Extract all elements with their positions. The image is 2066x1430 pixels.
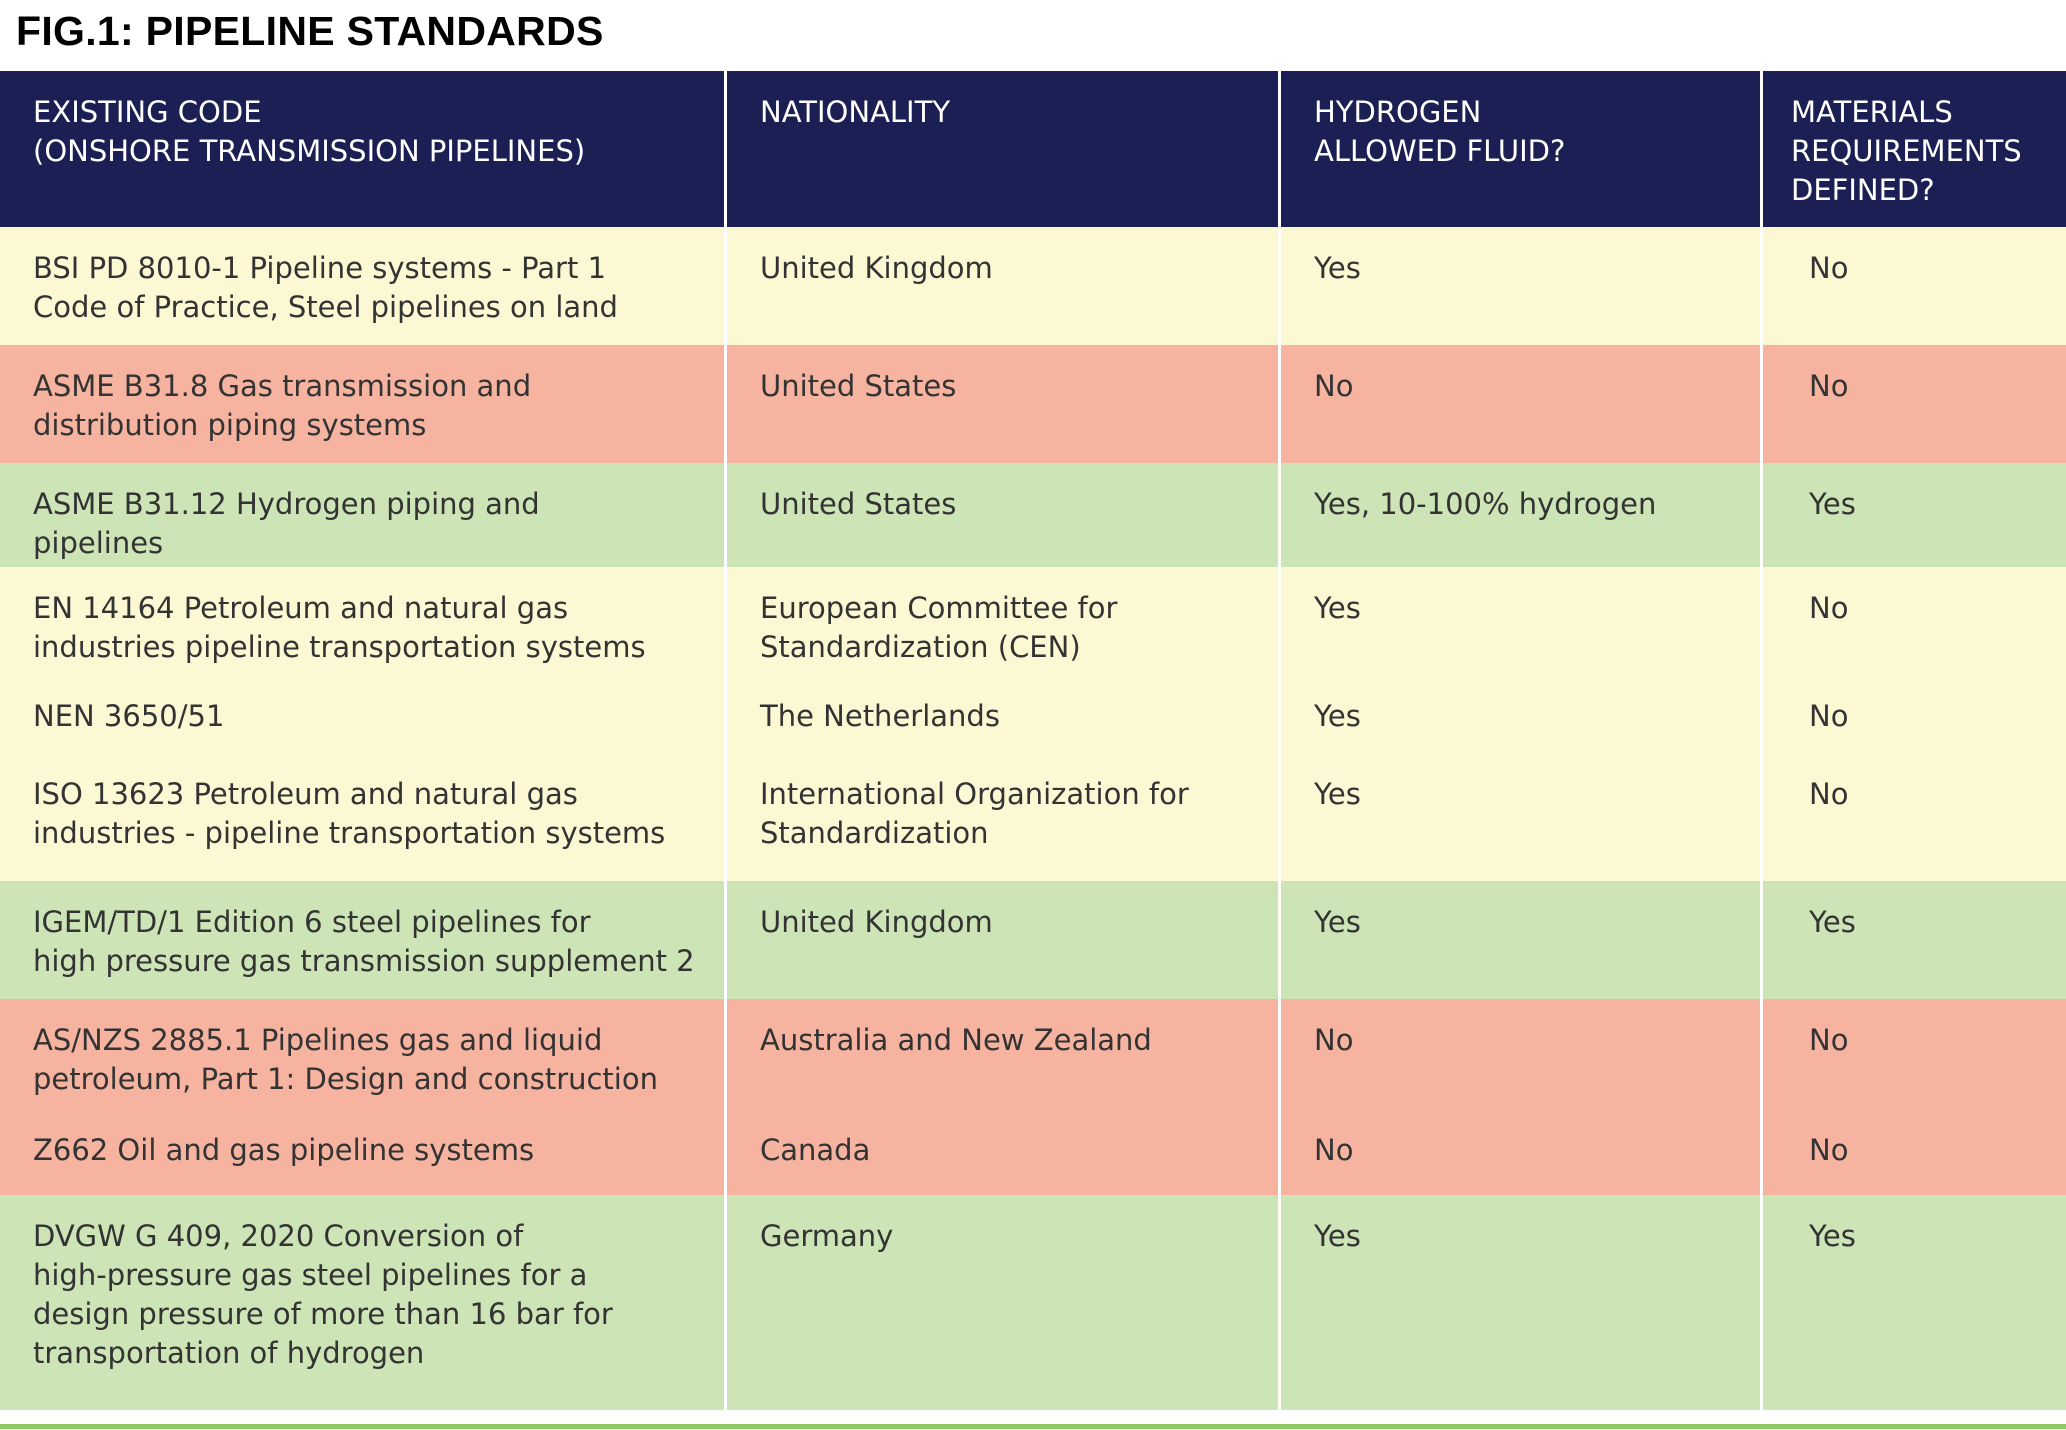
cell-code: ISO 13623 Petroleum and natural gas industries - pipeline transportation systems xyxy=(0,763,727,881)
cell-materials: No xyxy=(1809,777,1849,811)
cell-nationality: Australia and New Zealand xyxy=(727,999,1281,1117)
table-row xyxy=(0,1195,2066,1410)
cell-materials: Yes xyxy=(1809,1219,1856,1253)
cell-materials: No xyxy=(1809,1133,1849,1167)
cell-nationality: European Committee for Standardization (CEN) xyxy=(727,567,1281,685)
table-row xyxy=(0,685,2066,763)
cell-materials: No xyxy=(1809,251,1849,285)
table-row xyxy=(0,763,2066,881)
cell-code: Z662 Oil and gas pipeline systems xyxy=(0,1117,727,1195)
table-row xyxy=(0,227,2066,345)
cell-nationality: United Kingdom xyxy=(727,881,1281,999)
cell-hydrogen: No xyxy=(1281,999,1763,1117)
cell-code: ASME B31.8 Gas transmission and distribution piping systems xyxy=(0,345,727,463)
header-nationality: NATIONALITY xyxy=(727,71,1281,227)
header-existing-code: EXISTING CODE (ONSHORE TRANSMISSION PIPELINES) xyxy=(0,71,727,227)
cell-code: IGEM/TD/1 Edition 6 steel pipelines for high pressure gas transmission supplement 2 xyxy=(0,881,727,999)
cell-code: DVGW G 409, 2020 Conversion of high-pressure gas steel pipelines for a design pressure of more than 16 bar for transportation of hydrogen xyxy=(0,1195,727,1410)
table-header-row xyxy=(0,71,2066,227)
cell-code: NEN 3650/51 xyxy=(0,685,727,763)
table-bottom-rule xyxy=(0,1424,2066,1429)
header-hydrogen-allowed: HYDROGEN ALLOWED FLUID? xyxy=(1281,71,1763,227)
table-row xyxy=(0,999,2066,1117)
cell-nationality: Canada xyxy=(727,1117,1281,1195)
cell-materials: No xyxy=(1809,699,1849,733)
table-row xyxy=(0,345,2066,463)
cell-hydrogen: Yes xyxy=(1281,567,1763,685)
table-row xyxy=(0,881,2066,999)
cell-hydrogen: No xyxy=(1281,345,1763,463)
table-row xyxy=(0,567,2066,685)
cell-hydrogen: Yes xyxy=(1281,763,1763,881)
table-row xyxy=(0,463,2066,567)
table-row xyxy=(0,1117,2066,1195)
cell-nationality: The Netherlands xyxy=(727,685,1281,763)
cell-nationality: United Kingdom xyxy=(727,227,1281,345)
cell-hydrogen: Yes, 10-100% hydrogen xyxy=(1281,463,1763,567)
pipeline-standards-table xyxy=(0,71,2066,1410)
cell-hydrogen: Yes xyxy=(1281,1195,1763,1410)
cell-hydrogen: Yes xyxy=(1281,685,1763,763)
cell-materials: Yes xyxy=(1809,905,1856,939)
cell-hydrogen: Yes xyxy=(1281,881,1763,999)
cell-code: ASME B31.12 Hydrogen piping and pipelines xyxy=(0,463,727,567)
cell-code: EN 14164 Petroleum and natural gas industries pipeline transportation systems xyxy=(0,567,727,685)
cell-materials: No xyxy=(1809,1023,1849,1057)
cell-materials: Yes xyxy=(1809,487,1856,521)
cell-code: BSI PD 8010-1 Pipeline systems - Part 1 Code of Practice, Steel pipelines on land xyxy=(0,227,727,345)
cell-nationality: United States xyxy=(727,463,1281,567)
figure-title: FIG.1: PIPELINE STANDARDS xyxy=(16,8,604,54)
cell-code: AS/NZS 2885.1 Pipelines gas and liquid petroleum, Part 1: Design and construction xyxy=(0,999,727,1117)
cell-nationality: International Organization for Standardization xyxy=(727,763,1281,881)
cell-nationality: United States xyxy=(727,345,1281,463)
cell-nationality: Germany xyxy=(727,1195,1281,1410)
cell-materials: No xyxy=(1809,369,1849,403)
header-materials-defined: MATERIALS REQUIREMENTS DEFINED? xyxy=(1791,95,2022,207)
cell-hydrogen: Yes xyxy=(1281,227,1763,345)
cell-hydrogen: No xyxy=(1281,1117,1763,1195)
cell-materials: No xyxy=(1809,591,1849,625)
